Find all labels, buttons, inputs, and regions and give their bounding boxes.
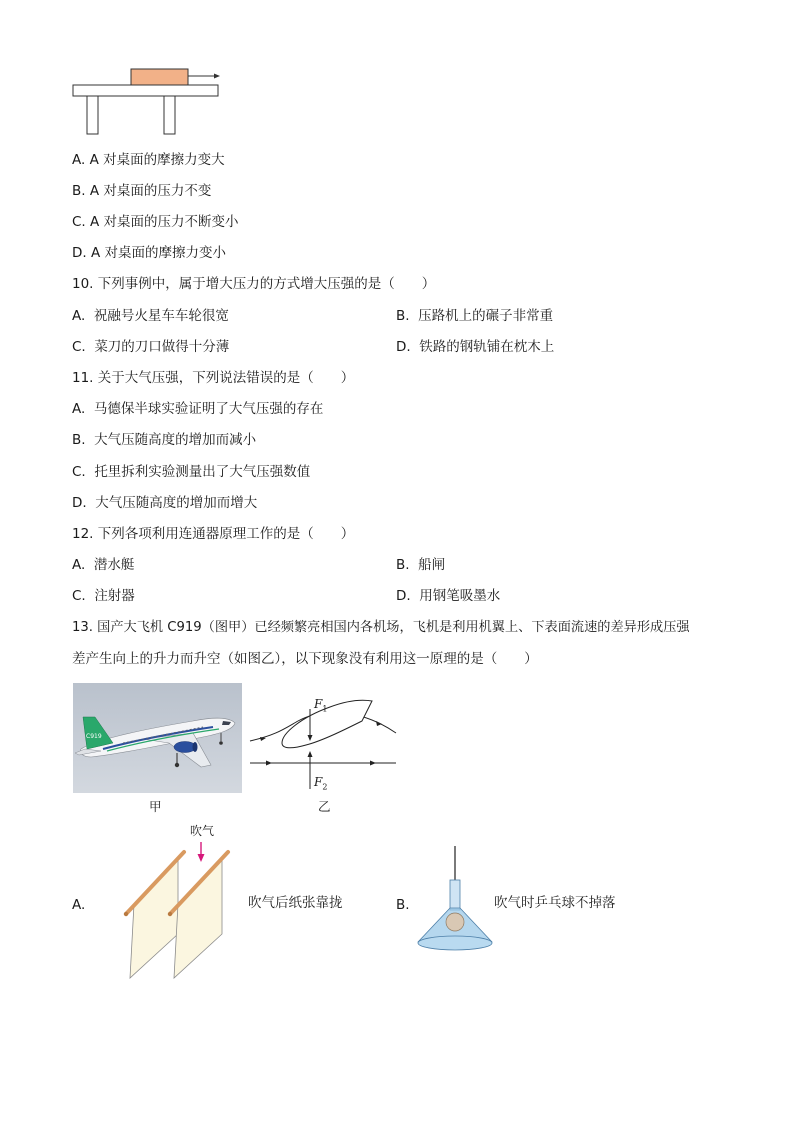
q12-stem: 12. 下列各项利用连通器原理工作的是（ ） [72, 526, 355, 542]
q12-option-b: B. 船闸 [396, 557, 446, 573]
q10-option-a: A. 祝融号火星车车轮很宽 [72, 308, 229, 324]
q11-option-b: B. 大气压随高度的增加而减小 [72, 432, 257, 448]
table-top [73, 85, 218, 96]
q12-option-c: C. 注射器 [72, 588, 135, 604]
q9-option-b: B. A 对桌面的压力不变 [72, 183, 212, 199]
table-leg-right [164, 96, 175, 134]
c919-airplane-photo [73, 683, 242, 793]
q10-stem: 10. 下列事例中，属于增大压力的方式增大压强的是（ ） [72, 276, 436, 292]
q13-option-b-text: 吹气时乒乓球不掉落 [494, 895, 616, 911]
right-paper [174, 858, 222, 978]
q11-option-a: A. 马德保半球实验证明了大气压强的存在 [72, 401, 324, 417]
q13-option-a-text: 吹气后纸张靠拢 [248, 895, 343, 911]
q10-option-c: C. 菜刀的刀口做得十分薄 [72, 339, 230, 355]
funnel-ball-figure [412, 846, 498, 958]
q9-option-d: D. A 对桌面的摩擦力变小 [72, 245, 227, 261]
q12-option-a: A. 潜水艇 [72, 557, 135, 573]
figure-jia-caption: 甲 [149, 799, 162, 814]
hanging-papers-figure [100, 838, 240, 983]
q11-stem: 11. 关于大气压强，下列说法错误的是（ ） [72, 370, 355, 386]
ping-pong-ball [446, 913, 464, 931]
q13-option-b-label: B. [396, 897, 410, 913]
q11-option-c: C. 托里拆利实验测量出了大气压强数值 [72, 464, 311, 480]
tail-livery: C919 [86, 733, 102, 740]
q13-option-a-label: A. [72, 897, 86, 913]
table-block-figure [68, 64, 228, 138]
q10-option-b: B. 压路机上的碾子非常重 [396, 308, 554, 324]
q13-stem-line2: 差产生向上的升力而升空（如图乙），以下现象没有利用这一原理的是（ ） [72, 651, 538, 667]
f2-label: $F_2$ [314, 775, 328, 792]
q9-option-c: C. A 对桌面的压力不断变小 [72, 214, 239, 230]
blow-label: 吹气 [190, 824, 215, 838]
q11-option-d: D. 大气压随高度的增加而增大 [72, 495, 258, 511]
f1-label: $F_1$ [314, 697, 328, 714]
q9-option-a: A. A 对桌面的摩擦力变大 [72, 152, 225, 168]
q13-stem-line1: 13. 国产大飞机 C919（图甲）已经频繁亮相国内各机场，飞机是利用机翼上、下表面流速的差异形成压强 [72, 620, 690, 635]
left-paper [130, 858, 178, 978]
q10-option-d: D. 铁路的钢轨铺在枕木上 [396, 339, 555, 355]
block-a [131, 69, 188, 85]
q12-option-d: D. 用钢笔吸墨水 [396, 588, 501, 604]
figure-yi-caption: 乙 [318, 799, 331, 814]
table-leg-left [87, 96, 98, 134]
